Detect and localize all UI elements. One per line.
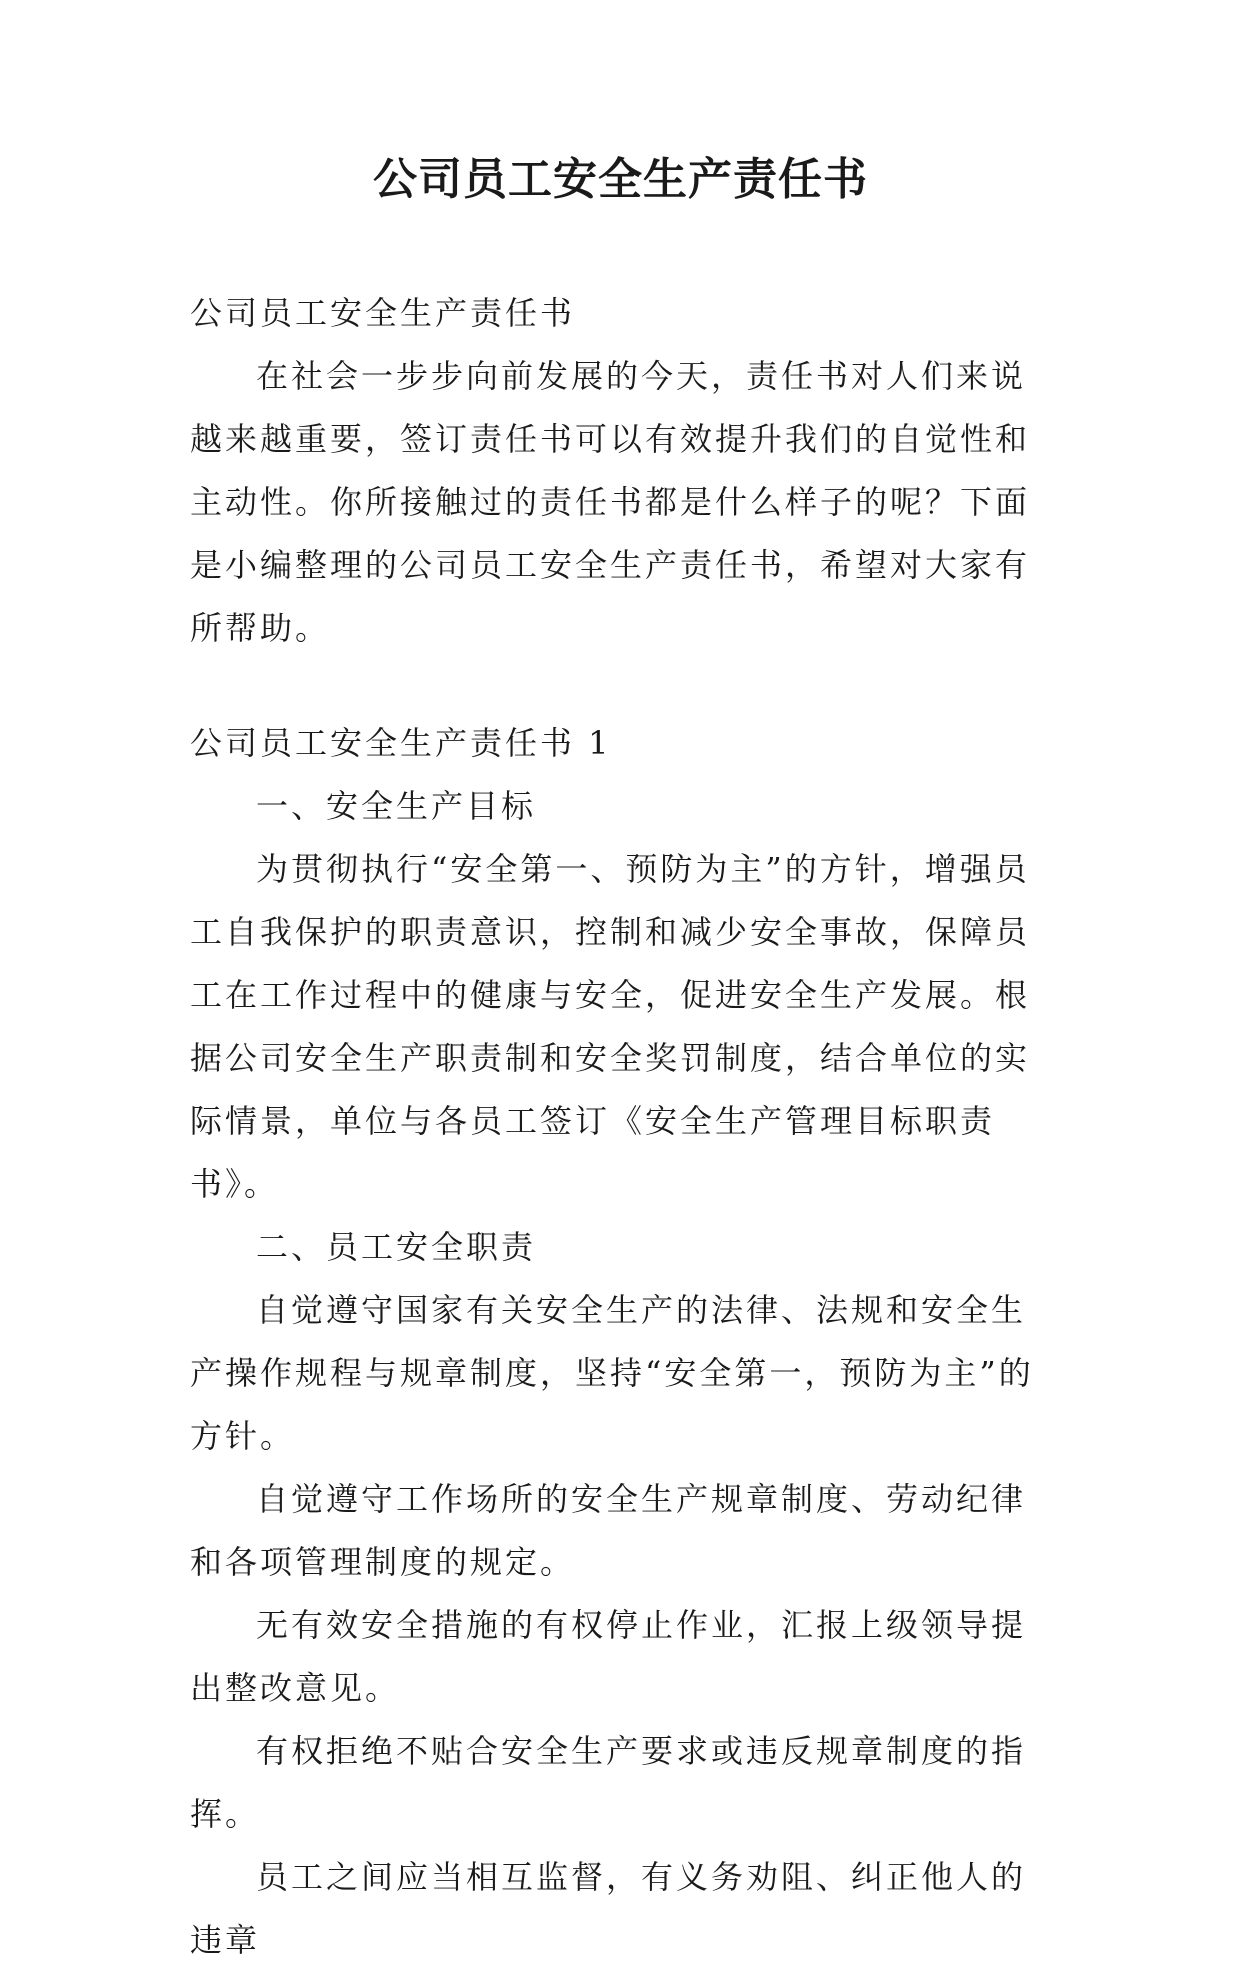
paragraph-duty-3: 无有效安全措施的有权停止作业，汇报上级领导提出整改意见。 [190, 1606, 1027, 1707]
section-heading: 公司员工安全生产责任书 1 [190, 724, 612, 762]
section-spacer [190, 660, 1052, 712]
document-body [190, 282, 1052, 1972]
heading-safety-goal: 一、安全生产目标 [256, 787, 537, 825]
paragraph-safety-goal: 为贯彻执行“安全第一、预防为主”的方针，增强员工自我保护的职责意识，控制和减少安全事故，保障员工在工作过程中的健康与安全，促进安全生产发展。根据公司安全生产职责制和安全奖罚制度，结合单位的实际情景，单位与各员工签订《安全生产管理目标职责书》。 [190, 850, 1031, 1203]
document-subtitle: 公司员工安全生产责任书 [190, 294, 576, 332]
page-title: 公司员工安全生产责任书 [373, 154, 868, 205]
paragraph-duty-5: 员工之间应当相互监督，有义务劝阻、纠正他人的违章 [190, 1858, 1027, 1959]
paragraph-duty-2: 自觉遵守工作场所的安全生产规章制度、劳动纪律和各项管理制度的规定。 [190, 1480, 1027, 1581]
paragraph-duty-1: 自觉遵守国家有关安全生产的法律、法规和安全生产操作规程与规章制度，坚持“安全第一，预防为主”的方针。 [190, 1291, 1034, 1455]
intro-paragraph: 在社会一步步向前发展的今天，责任书对人们来说越来越重要，签订责任书可以有效提升我们的自觉性和主动性。你所接触过的责任书都是什么样子的呢？下面是小编整理的公司员工安全生产责任书，希望对大家有所帮助。 [190, 357, 1031, 647]
paragraph-duty-4: 有权拒绝不贴合安全生产要求或违反规章制度的指挥。 [190, 1732, 1027, 1833]
heading-employee-duty: 二、员工安全职责 [256, 1228, 537, 1266]
